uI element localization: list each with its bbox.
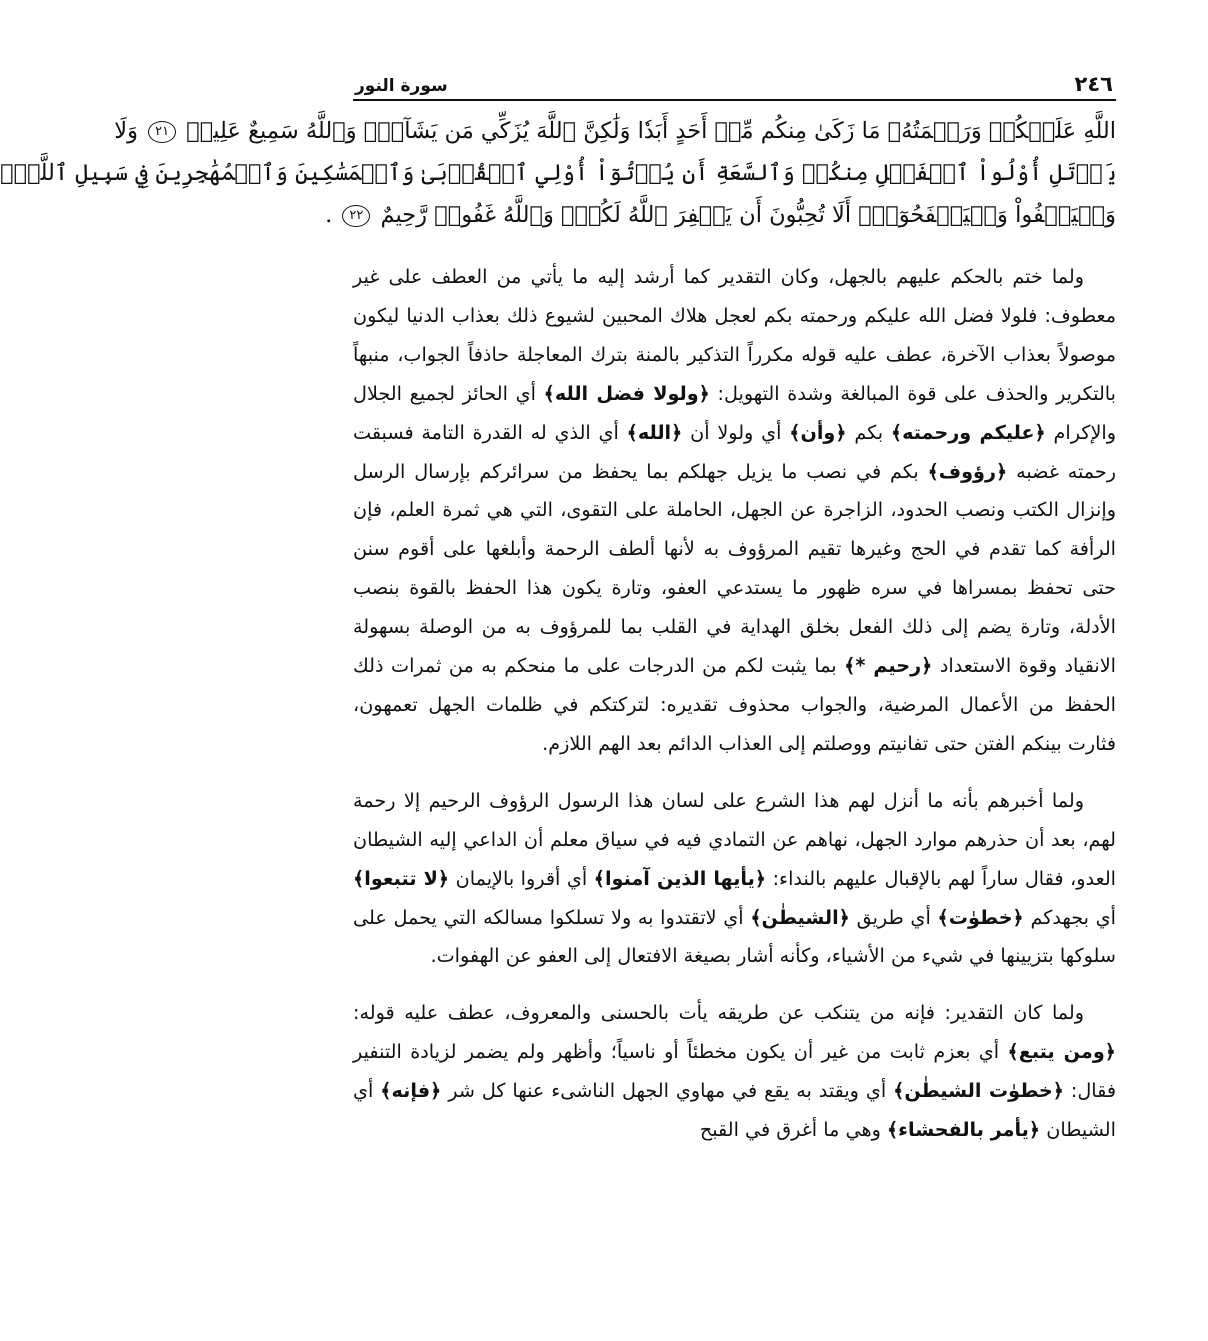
commentary-text: ولما ختم بالحكم عليهم بالجهل، وكان التقدير كما أرشد إليه ما يأتي من العطف على غير معطوف: فلولا فضل الله عليكم ورحمته بكم لعجل هلاك المحبين لشيوع ذلك بعذاب الدنيا ليكون موصولاً بعذاب الآخرة، عطف عليه قوله مكرراً التذكير بالمنة بترك المعاجلة حاذفاً الجواب، منبهاً بالتكرير والحذف على قوة المبالغة وشدة التهويل: — [353, 265, 1116, 405]
commentary-body — [353, 258, 1116, 1150]
verse-text: يَأۡتَلِ أُوْلُواْ ٱلۡفَضۡلِ مِنكُمۡ وَٱلسَّعَةِ أَن يُؤۡتُوٓاْ أُوْلِي ٱلۡقُرۡبَىٰ وَٱلۡمَسَٰكِينَ وَٱلۡمُهَٰجِرِينَ فِي سَبِيلِ ٱللَّهِۖ — [0, 160, 1116, 186]
ayah-number-marker: ٢٢ — [342, 205, 370, 227]
verse-text: . — [325, 202, 333, 228]
quoted-phrase: ﴿فإنه﴾ — [380, 1079, 442, 1103]
page-number: ٢٤٦ — [1074, 72, 1113, 96]
commentary-text: بكم في نصب ما يزيل جهلكم بما يحفظ من سرائركم بإرسال الرسل وإنزال الكتب ونصب الحدود، الزاجرة عن الجهل، الحاملة على التقوى، التي هي ثمرة العلم، فإن الرأفة كما تقدم في الحج وغيرها تقيم المرؤوف به لأنها ألطف الرحمة وأبلغها على أقوم سنن حتى تحفظ بمسراها في سره ظهور ما يستدعي العفو، وتارة يكون هذا الحفظ بالقوة بنصب الأدلة، وتارة يضم إلى ذلك الفعل بخلق الهداية في القلب بما للمرؤوف به من الوصلة بسهولة الانقياد وقوة الاستعداد — [353, 459, 1116, 678]
quoted-phrase: ﴿رؤوف﴾ — [927, 459, 1008, 483]
commentary-text: أي الشيطان — [353, 1079, 1116, 1142]
quoted-phrase: ﴿ومن يتبع﴾ — [1007, 1040, 1116, 1064]
commentary-text: ولما كان التقدير: فإنه من يتنكب عن طريقه يأت بالحسنى والمعروف، عطف عليه قوله: — [353, 1001, 1084, 1025]
quoted-phrase: ﴿ولولا فضل الله﴾ — [543, 381, 710, 405]
verse-text: اللَّهِ عَلَيۡكُمۡ وَرَحۡمَتُهُۥ مَا زَكَىٰ مِنكُم مِّنۡ أَحَدٍ أَبَدٗا وَلَٰكِنَّ ٱللَّهَ يُزَكِّي مَن يَشَآءُۗ وَٱللَّهُ سَمِيعٌ عَلِيمٞ — [186, 118, 1116, 144]
quoted-phrase: ﴿رحيم *﴾ — [844, 654, 933, 678]
quoted-phrase: ﴿خطوٰت﴾ — [937, 905, 1024, 929]
quoted-phrase: ﴿وأن﴾ — [789, 420, 847, 444]
commentary-text: أي بعزم ثابت من غير أن يكون مخطئاً أو ناسياً؛ وأظهر ولم يضمر لزيادة التنفير فقال: — [353, 1040, 1117, 1103]
ayah-number-marker: ٢١ — [148, 121, 176, 143]
verse-line — [0, 152, 1116, 194]
running-head — [355, 64, 1113, 96]
commentary-paragraph — [353, 258, 1116, 764]
commentary-text: ولما أخبرهم بأنه ما أنزل لهم هذا الشرع على لسان هذا الرسول الرؤوف الرحيم إلا رحمة لهم، بعد أن حذرهم موارد الجهل، نهاهم عن التمادي فيه في سياق معلم أن الداعي إليه الشيطان العدو، فقال ساراً لهم بالإقبال عليهم بالنداء: — [353, 788, 1116, 890]
commentary-text: بكم — [846, 420, 891, 444]
quoted-phrase: ﴿خطوٰت الشيطٰن﴾ — [893, 1079, 1064, 1103]
quran-verses — [0, 110, 1116, 236]
quoted-phrase: ﴿الشيطٰن﴾ — [750, 905, 850, 929]
commentary-text: أي طريق — [849, 905, 938, 929]
commentary-text: أي ويقتد به يقع في مهاوي الجهل الناشىء عنها كل شر — [441, 1079, 894, 1103]
quoted-phrase: ﴿يأيها الذين آمنوا﴾ — [593, 866, 767, 890]
commentary-text: أي بجهدكم — [1023, 905, 1116, 929]
verse-text: وَلَا — [114, 118, 138, 144]
quoted-phrase: ﴿الله﴾ — [626, 420, 683, 444]
commentary-text: أي ولولا أن — [682, 420, 790, 444]
verse-line — [114, 110, 1116, 152]
commentary-text: أي الحائز لجميع الجلال والإكرام — [353, 381, 1117, 444]
quoted-phrase: ﴿يأمر بالفحشاء﴾ — [886, 1118, 1041, 1142]
quoted-phrase: ﴿عليكم ورحمته﴾ — [890, 420, 1046, 444]
commentary-text: وهي ما أغرق في القبح — [699, 1118, 887, 1142]
surah-name: سورة النور — [355, 76, 448, 96]
header-rule — [353, 99, 1116, 101]
commentary-text: أي الذي له القدرة التامة فسبقت رحمته غضبه — [353, 420, 1116, 483]
quoted-phrase: ﴿لا تتبعوا﴾ — [353, 866, 450, 890]
verse-text: وَلۡيَعۡفُواْ وَلۡيَصۡفَحُوٓاْۗ أَلَا تُحِبُّونَ أَن يَغۡفِرَ ٱللَّهُ لَكُمۡۚ وَٱللَّهُ غَفُورٞ رَّحِيمٌ — [380, 202, 1116, 228]
commentary-paragraph — [353, 994, 1116, 1150]
commentary-text: بما يثبت لكم من الدرجات على ما منحكم به من ثمرات ذلك الحفظ من الأعمال المرضية، والجواب محذوف تقديره: لتركتكم في ظلمات الجهل تعمهون، فثارت بينكم الفتن حتى تفانيتم ووصلتم إلى العذاب الدائم بعد الهم اللازم. — [353, 654, 1116, 755]
commentary-paragraph — [353, 782, 1116, 977]
verse-line — [325, 194, 1116, 236]
commentary-text: أي لاتقتدوا به ولا تسلكوا مسالكه التي يحمل على سلوكها بتزيينها في شيء من الأشياء، وكأنه أشار بصيغة الافتعال إلى العفو عن الهفوات. — [353, 905, 1116, 968]
commentary-text: أي أقروا بالإيمان — [449, 866, 594, 890]
